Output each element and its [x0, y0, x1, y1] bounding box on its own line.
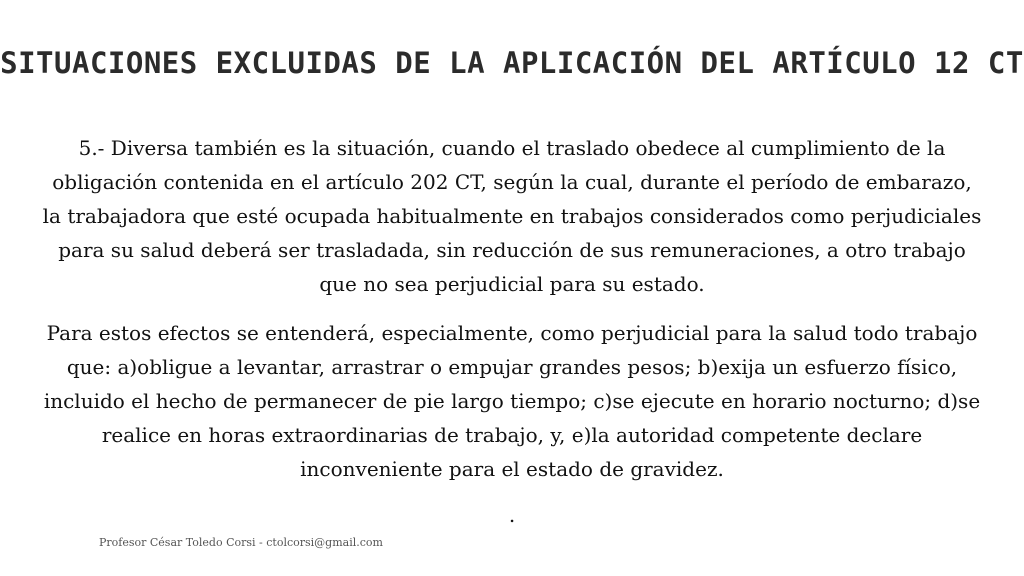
footer-author-credit: Profesor César Toledo Corsi - ctolcorsi@gmail.com	[99, 536, 383, 549]
paragraph-harmful-work-definition: Para estos efectos se entenderá, especialmente, como perjudicial para la salud todo trabajo que: a)obligue a levantar, arrastrar o empujar grandes pesos; b)exija un esfuerzo físico, incluido el hecho de permanecer de pie largo tiempo; c)se ejecute en horario nocturno; d)se realice en horas extraordinarias de trabajo, y, e)la autoridad competente declare inconveniente para el estado de gravidez.	[43, 321, 981, 481]
slide-title: SITUACIONES EXCLUIDAS DE LA APLICACIÓN DEL ARTÍCULO 12 CT	[0, 46, 1024, 80]
trailing-period: .	[508, 503, 516, 527]
paragraph-article-202: 5.- Diversa también es la situación, cuando el traslado obedece al cumplimiento de la obligación contenida en el artículo 202 CT, según la cual, durante el período de embarazo, la trabajadora que esté ocupada habitualmente en trabajos considerados como perjudiciales para su salud deberá ser trasladada, sin reducción de sus remuneraciones, a otro trabajo que no sea perjudicial para su estado.	[42, 136, 982, 296]
